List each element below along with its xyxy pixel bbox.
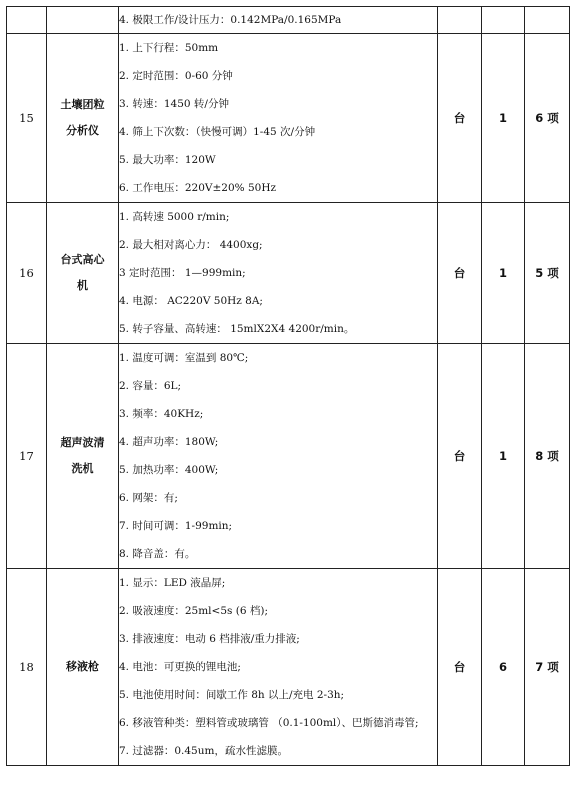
spec-line: 6. 工作电压：220V±20% 50Hz bbox=[119, 182, 277, 194]
spec-line: 4. 极限工作/设计压力：0.142MPa/0.165MPa bbox=[119, 14, 342, 26]
spec-line: 2. 容量：6L; bbox=[119, 380, 182, 392]
quantity-cell: 1 bbox=[482, 344, 525, 569]
spec-line: 5. 转子容量、高转速： 15mlX2X4 4200r/min。 bbox=[119, 323, 355, 335]
quantity-cell bbox=[482, 7, 525, 34]
row-number: 15 bbox=[7, 34, 47, 203]
unit-cell bbox=[438, 7, 482, 34]
spec-cell bbox=[119, 569, 438, 766]
equipment-name: 移液枪 bbox=[47, 569, 119, 766]
spec-line: 3. 转速：1450 转/分钟 bbox=[119, 98, 229, 110]
spec-line: 5. 电池使用时间：间歇工作 8h 以上/充电 2-3h; bbox=[119, 689, 345, 701]
spec-line: 2. 最大相对离心力： 4400xg; bbox=[119, 239, 263, 251]
item-count-cell bbox=[525, 7, 570, 34]
spec-line: 5. 加热功率：400W; bbox=[119, 464, 219, 476]
spec-line: 3. 频率：40KHz; bbox=[119, 408, 204, 420]
equipment-name: 土壤团粒分析仪 bbox=[47, 34, 119, 203]
spec-line: 1. 高转速 5000 r/min; bbox=[119, 211, 230, 223]
quantity-cell: 6 bbox=[482, 569, 525, 766]
spec-line: 1. 温度可调：室温到 80℃; bbox=[119, 352, 249, 364]
spec-line: 3. 排液速度：电动 6 档排液/重力排液; bbox=[119, 633, 300, 645]
table-row bbox=[7, 34, 570, 203]
spec-line: 1. 显示：LED 液晶屏; bbox=[119, 577, 226, 589]
unit-cell: 台 bbox=[438, 569, 482, 766]
row-number bbox=[7, 7, 47, 34]
equipment-name bbox=[47, 7, 119, 34]
spec-line: 3 定时范围： 1—999min; bbox=[119, 267, 246, 279]
quantity-cell: 1 bbox=[482, 203, 525, 344]
spec-line: 6. 网架：有; bbox=[119, 492, 178, 504]
unit-cell: 台 bbox=[438, 34, 482, 203]
spec-line: 2. 定时范围：0-60 分钟 bbox=[119, 70, 233, 82]
spec-line: 7. 时间可调：1-99min; bbox=[119, 520, 233, 532]
table-row bbox=[7, 344, 570, 569]
unit-cell: 台 bbox=[438, 203, 482, 344]
row-number: 18 bbox=[7, 569, 47, 766]
spec-line: 7. 过滤器：0.45um，疏水性滤膜。 bbox=[119, 745, 288, 757]
table-row bbox=[7, 569, 570, 766]
spec-cell bbox=[119, 34, 438, 203]
spec-line: 6. 移液管种类：塑料管或玻璃管 （0.1-100ml）、巴斯德消毒管; bbox=[119, 717, 419, 729]
spec-cell bbox=[119, 203, 438, 344]
spec-line: 5. 最大功率：120W bbox=[119, 154, 216, 166]
table-row bbox=[7, 7, 570, 34]
spec-line: 8. 降音盖：有。 bbox=[119, 548, 196, 560]
spec-line: 1. 上下行程：50mm bbox=[119, 42, 219, 54]
equipment-name: 超声波清洗机 bbox=[47, 344, 119, 569]
equipment-name: 台式高心机 bbox=[47, 203, 119, 344]
spec-line: 2. 吸液速度：25ml<5s (6 档); bbox=[119, 605, 268, 617]
equipment-spec-table bbox=[6, 6, 570, 766]
item-count-cell: 5 项 bbox=[525, 203, 570, 344]
unit-cell: 台 bbox=[438, 344, 482, 569]
item-count-cell: 7 项 bbox=[525, 569, 570, 766]
spec-cell bbox=[119, 344, 438, 569]
spec-line: 4. 电源： AC220V 50Hz 8A; bbox=[119, 295, 263, 307]
table-row bbox=[7, 203, 570, 344]
spec-cell bbox=[119, 7, 438, 34]
item-count-cell: 6 项 bbox=[525, 34, 570, 203]
spec-line: 4. 超声功率：180W; bbox=[119, 436, 219, 448]
item-count-cell: 8 项 bbox=[525, 344, 570, 569]
quantity-cell: 1 bbox=[482, 34, 525, 203]
row-number: 16 bbox=[7, 203, 47, 344]
spec-line: 4. 筛上下次数：（快慢可调）1-45 次/分钟 bbox=[119, 126, 316, 138]
spec-line: 4. 电池：可更换的锂电池; bbox=[119, 661, 241, 673]
row-number: 17 bbox=[7, 344, 47, 569]
